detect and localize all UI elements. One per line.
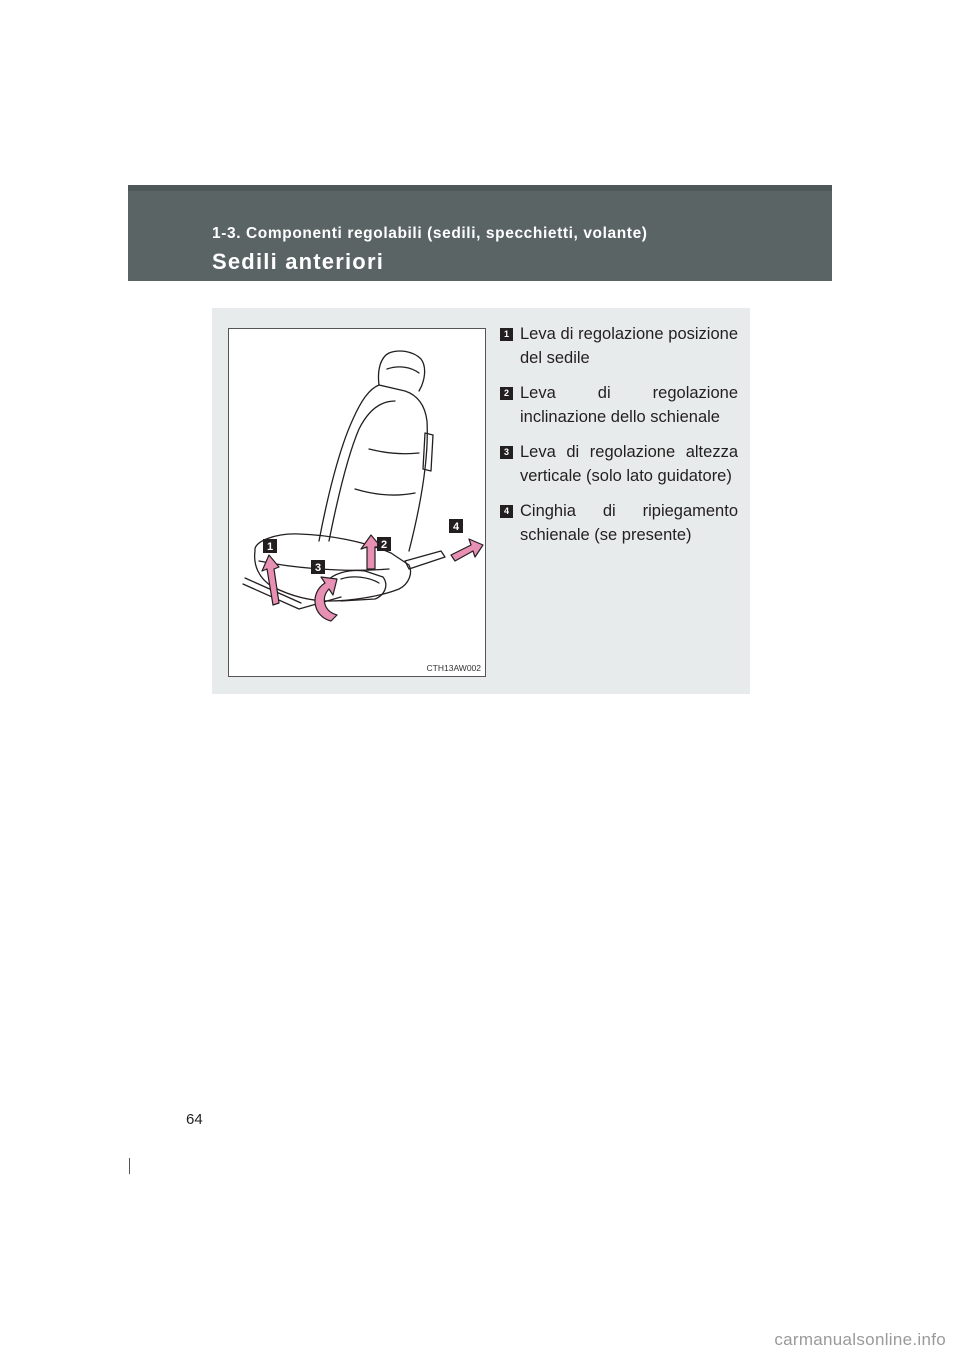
- header-strip: [128, 185, 832, 191]
- page-title: Sedili anteriori: [212, 249, 385, 274]
- legend-item: [498, 322, 738, 370]
- legend-number: 1: [500, 328, 513, 341]
- callout-3-label: 3: [314, 562, 322, 574]
- watermark-text: carmanualsonline.info: [774, 1330, 946, 1349]
- page-number: 64: [186, 1111, 203, 1128]
- legend-item: [498, 440, 738, 488]
- callout-1-label: 1: [266, 541, 274, 553]
- legend-text: Leva di regolazione posizione del sedile: [520, 325, 738, 367]
- legend-list: [498, 322, 738, 558]
- legend-item: [498, 381, 738, 429]
- legend-number: 2: [500, 387, 513, 400]
- callout-2-label: 2: [380, 539, 388, 551]
- legend-text: Leva di regolazione altezza verticale (solo lato guidatore): [520, 443, 738, 485]
- legend-item: [498, 499, 738, 547]
- content-panel: [212, 308, 750, 694]
- seat-drawing: [229, 329, 485, 676]
- figure-code: CTH13AW002: [426, 663, 481, 673]
- legend-text: Leva di regolazione inclinazione dello schienale: [520, 384, 738, 426]
- legend-number: 3: [500, 446, 513, 459]
- callout-4-label: 4: [452, 521, 460, 533]
- margin-line: [129, 1158, 130, 1174]
- legend-text: Cinghia di ripiegamento schienale (se presente): [520, 502, 738, 544]
- legend-number: 4: [500, 505, 513, 518]
- arrow-4-icon: [451, 539, 483, 561]
- chapter-header: [128, 185, 832, 281]
- section-title: 1-3. Componenti regolabili (sedili, specchietti, volante): [212, 225, 648, 242]
- seat-illustration: [228, 328, 486, 677]
